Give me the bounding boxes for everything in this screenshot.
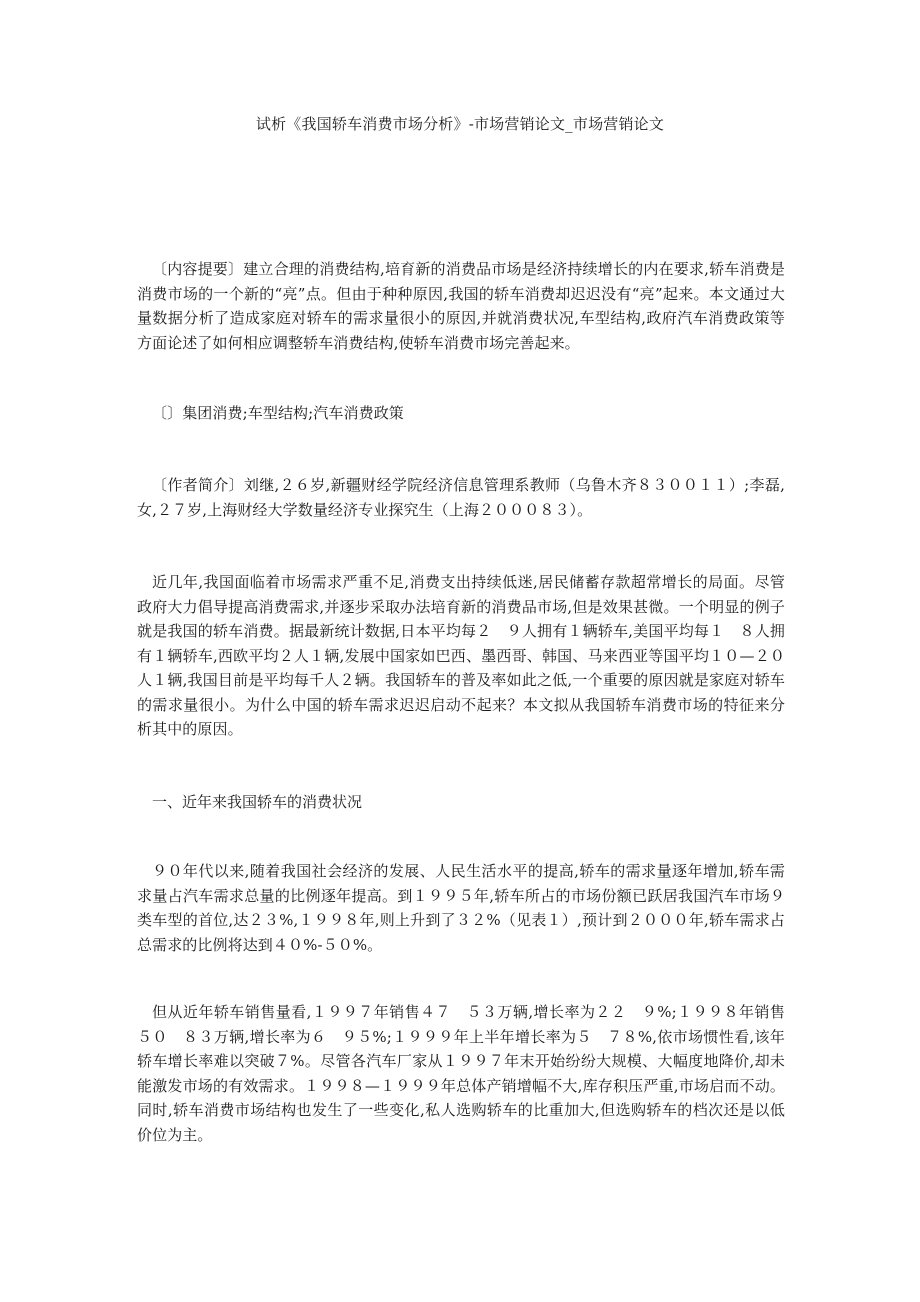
section-heading: 一、近年来我国轿车的消费状况 bbox=[152, 793, 363, 811]
document-title: 试析《我国轿车消费市场分析》-市场营销论文_市场营销论文 bbox=[255, 115, 665, 133]
body-paragraph: ９０年代以来,随着我国社会经济的发展、人民生活水平的提高,轿车的需求量逐年增加,轿车需求量占汽车需求总量的比例逐年提高。到１９９５年,轿车所占的市场份额已跃居我国汽车市场９类车型的首位,达２３%,１９９８年,则上升到了３２%（见表１）,预计到２０００年,轿车需求占总需求的比例将达到４０%-５０%。 bbox=[137, 862, 785, 954]
author-info-paragraph: 〔作者简介〕刘继,２６岁,新疆财经学院经济信息管理系教师（乌鲁木齐８３００１１）;李磊,女,２７岁,上海财经大学数量经济专业探究生（上海２０００８３）。 bbox=[137, 476, 785, 519]
keywords-paragraph: 〔〕集团消费;车型结构;汽车消费政策 bbox=[152, 404, 404, 422]
body-paragraph: 但从近年轿车销售量看,１９９７年销售４７ ５３万辆,增长率为２２ ９%;１９９８年销售５０ ８３万辆,增长率为６ ９５%;１９９９年上半年增长率为５ ７８%,依市场惯性看,该年轿车增长率难以突破７%。尽管各汽车厂家从１９９７年末开始纷纷大规模、大幅度地降价,却未能激发市场的有效需求。１９９８—１９９９年总体产销增幅不大,库存积压严重,市场启而不动。同时,轿车消费市场结构也发生了一些变化,私人选购轿车的比重加大,但选购轿车的档次还是以低价位为主。 bbox=[137, 1003, 785, 1144]
abstract-paragraph: 〔内容提要〕建立合理的消费结构,培育新的消费品市场是经济持续增长的内在要求,轿车消费是消费市场的一个新的“亮”点。但由于种种原因,我国的轿车消费却迟迟没有“亮”起来。本文通过大量数据分析了造成家庭对轿车的需求量很小的原因,并就消费状况,车型结构,政府汽车消费政策等方面论述了如何相应调整轿车消费结构,使轿车消费市场完善起来。 bbox=[137, 260, 785, 352]
intro-paragraph: 近几年,我国面临着市场需求严重不足,消费支出持续低迷,居民储蓄存款超常增长的局面。尽管政府大力倡导提高消费需求,并逐步采取办法培育新的消费品市场,但是效果甚微。一个明显的例子就是我国的轿车消费。据最新统计数据,日本平均每２ ９人拥有１辆轿车,美国平均每１ ８人拥有１辆轿车,西欧平均２人１辆,发展中国家如巴西、墨西哥、韩国、马来西亚等国平均１０—２０人１辆,我国目前是平均每千人２辆。我国轿车的普及率如此之低,一个重要的原因就是家庭对轿车的需求量很小。为什么中国的轿车需求迟迟启动不起来？本文拟从我国轿车消费市场的特征来分析其中的原因。 bbox=[137, 573, 785, 738]
